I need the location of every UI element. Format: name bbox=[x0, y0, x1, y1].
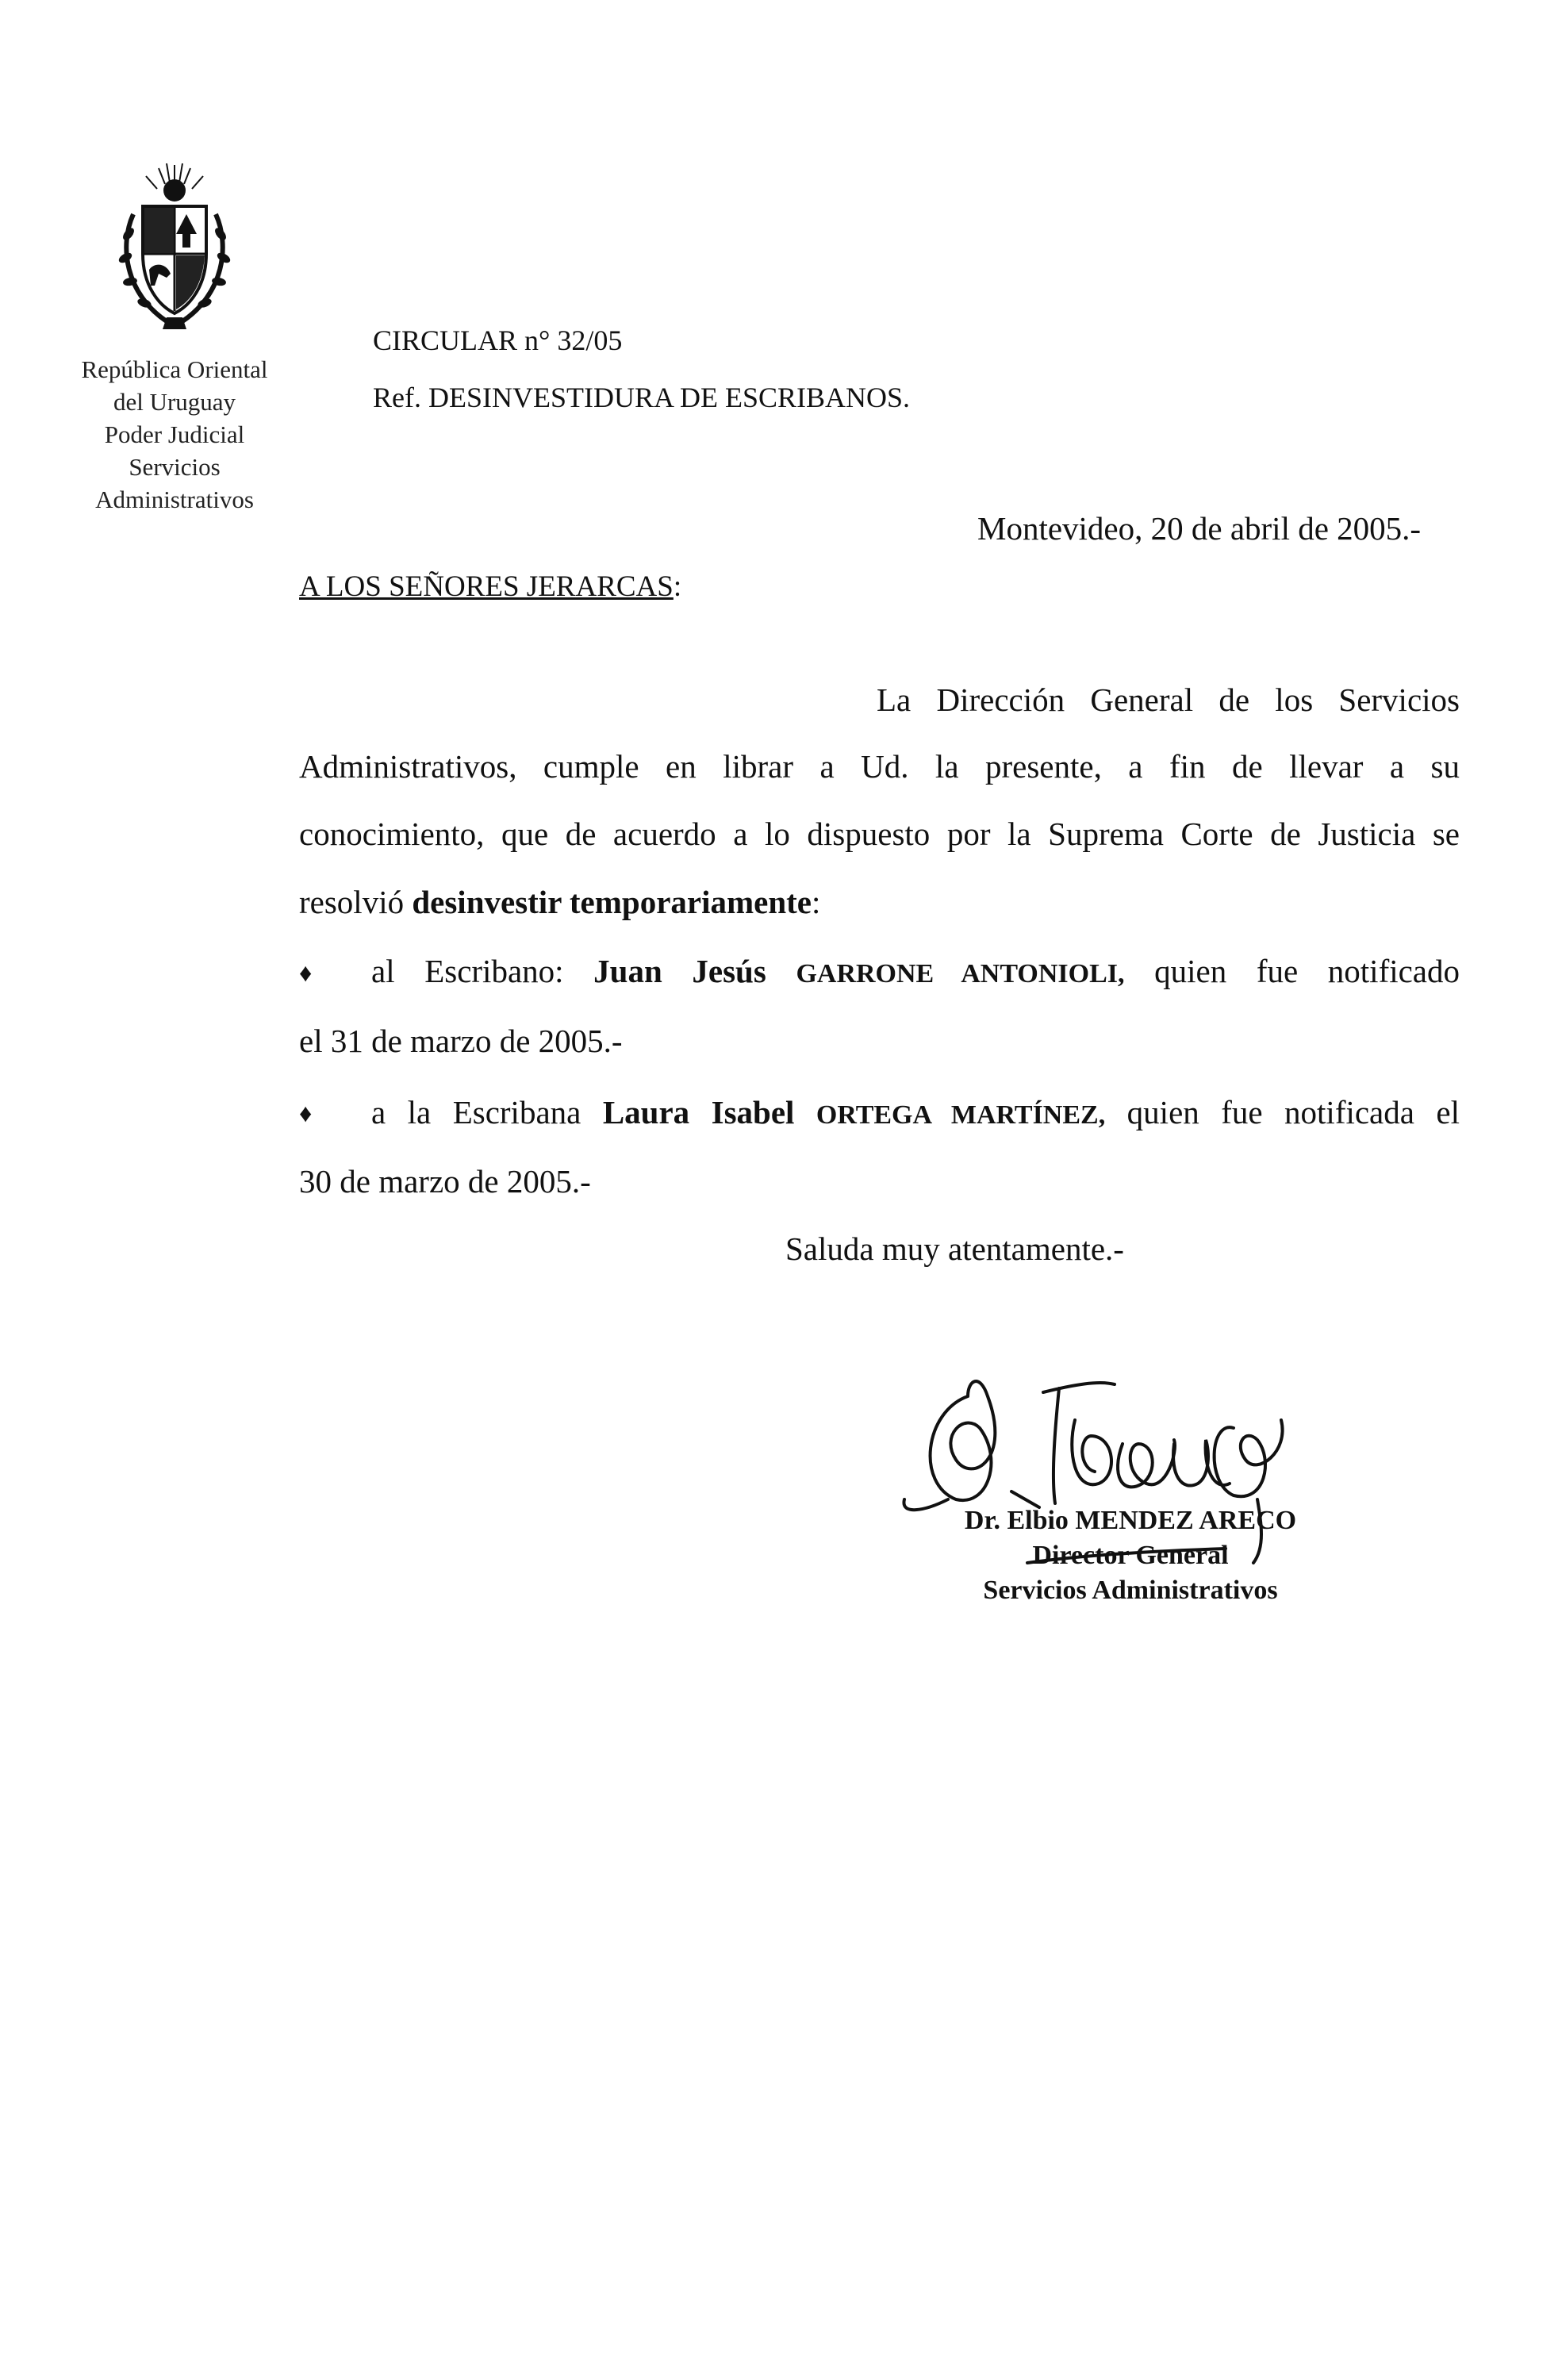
body-line bbox=[299, 883, 820, 921]
list-item-continuation: 30 de marzo de 2005.- bbox=[299, 1163, 591, 1200]
body-line: La Dirección General de los Servicios bbox=[876, 681, 1460, 718]
body-line-suffix: : bbox=[812, 884, 821, 920]
body-line: conocimiento, que de acuerdo a lo dispuesto por la Suprema Corte de Justicia se bbox=[299, 816, 1460, 852]
body-line: Administrativos, cumple en librar a Ud. la presente, a fin de llevar a su bbox=[299, 748, 1460, 785]
list-item bbox=[371, 952, 1460, 990]
addressee-suffix: : bbox=[673, 570, 682, 603]
list-item bbox=[371, 1093, 1460, 1131]
item-first-names: Laura Isabel bbox=[602, 1094, 816, 1130]
diamond-bullet-icon: ♦ bbox=[299, 1099, 313, 1127]
signer-title: Director General bbox=[1032, 1541, 1229, 1570]
signer-name: Dr. Elbio MENDEZ ARECO bbox=[964, 1506, 1297, 1535]
uruguay-coat-of-arms-icon bbox=[111, 159, 238, 337]
institution-block bbox=[56, 353, 294, 516]
item-suffix: quien fue notificado bbox=[1124, 953, 1460, 989]
circular-reference: Ref. DESINVESTIDURA DE ESCRIBANOS. bbox=[373, 382, 911, 413]
institution-line: República Oriental bbox=[81, 355, 268, 383]
institution-line: Administrativos bbox=[95, 486, 254, 513]
date-line: Montevideo, 20 de abril de 2005.- bbox=[977, 510, 1422, 547]
signer-block bbox=[904, 1503, 1357, 1608]
addressee bbox=[299, 570, 681, 604]
institution-line: del Uruguay bbox=[113, 388, 236, 416]
item-surnames: GARRONE ANTONIOLI, bbox=[796, 959, 1125, 988]
body-line-prefix: resolvió bbox=[299, 884, 413, 920]
circular-number: CIRCULAR n° 32/05 bbox=[373, 324, 623, 356]
institution-line: Poder Judicial bbox=[104, 420, 245, 448]
list-item-continuation: el 31 de marzo de 2005.- bbox=[299, 1023, 623, 1059]
item-prefix: al Escribano: bbox=[371, 953, 594, 989]
closing-line: Saluda muy atentamente.- bbox=[785, 1230, 1124, 1267]
item-prefix: a la Escribana bbox=[371, 1094, 603, 1130]
institution-line: Servicios bbox=[129, 453, 221, 481]
item-first-names: Juan Jesús bbox=[593, 953, 796, 989]
diamond-bullet-icon: ♦ bbox=[299, 958, 313, 987]
addressee-text: A LOS SEÑORES JERARCAS bbox=[299, 570, 674, 603]
item-surnames: ORTEGA MARTÍNEZ, bbox=[816, 1100, 1106, 1130]
signer-department: Servicios Administrativos bbox=[983, 1576, 1278, 1605]
item-suffix: quien fue notificada el bbox=[1105, 1094, 1460, 1130]
body-emphasis: desinvestir temporariamente bbox=[412, 884, 812, 920]
